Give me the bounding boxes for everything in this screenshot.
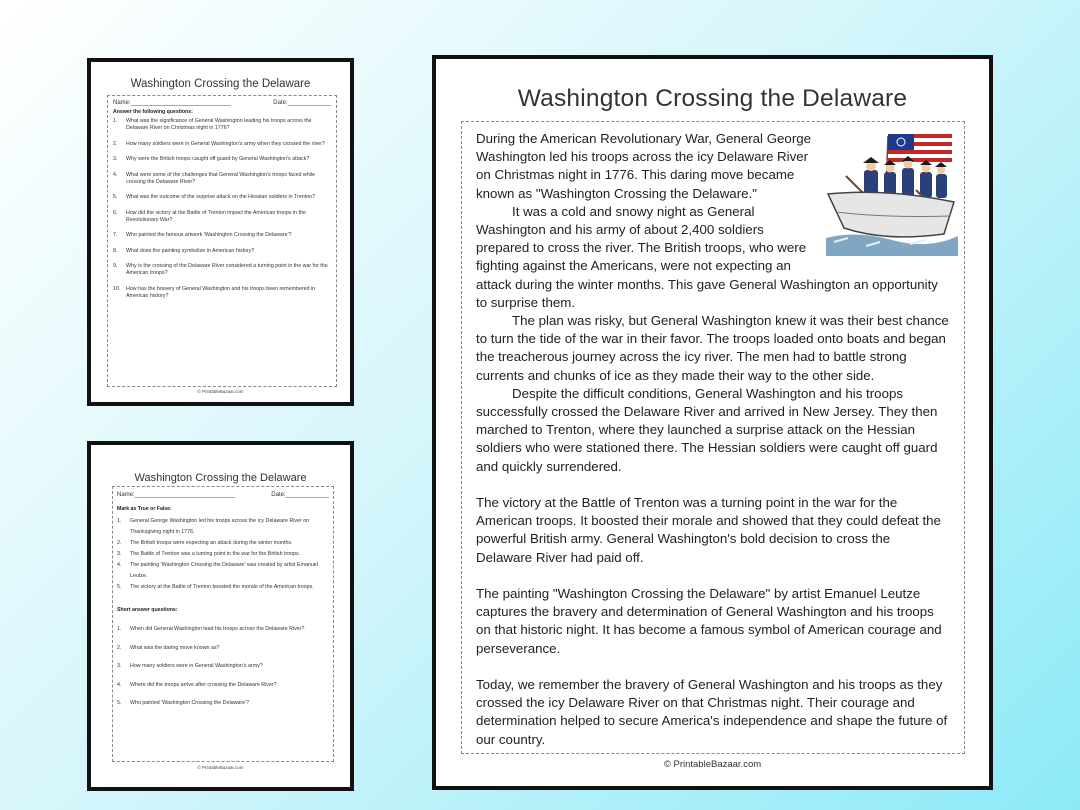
true-false-item: 5. The victory at the Battle of Trenton boosted the morale of the American troops. [117,584,314,590]
question-item: 1. What was the significance of General Washington leading his troops across the Delaware River on Christmas night in 1776? [113,118,312,131]
short-answer-item: 1. When did General Washington lead his troops across the Delaware River? [117,626,305,632]
passage-border [461,121,965,754]
true-false-item: 2. The British troops were expecting an attack during the winter months. [117,540,293,546]
worksheet-border [112,486,334,762]
question-item: 6. How did the victory at the Battle of Trenton impact the American troops in the Revolutionary War? [113,209,306,223]
washington-boat-illustration [826,130,958,256]
worksheet-footer: © PrintableBazaar.com [197,389,244,394]
name-field-label: Name:______________________________ [117,492,235,498]
question-list [113,118,331,300]
passage-paragraph-2: It was a cold and snowy night as General Washington and his army of about 2,400 soldiers prepared to cross the river. The British troops, who were fighting against the Americans, were not expecting an attack during the winter months. This gave General Washington an opportunity to surprise them. [476,203,938,310]
short-answer-heading: Short answer questions: [117,607,178,613]
question-item: 3. Why were the British troops caught off guard by General Washington's attack? [113,156,310,162]
worksheet-border [107,95,337,387]
reading-passage-page [432,55,993,790]
worksheet-footer: © PrintableBazaar.com [197,765,244,770]
short-answer-item: 4. Where did the troops arrive after crossing the Delaware River? [117,681,277,688]
passage-paragraph-7: Today, we remember the bravery of General Washington and his troops as they crossed the icy Delaware River on that Christmas night. Their courage and determination helped to secure America's independence and shape the future of our country. [476,677,948,747]
short-answer-item: 5. Who painted 'Washington Crossing the Delaware'? [117,700,250,706]
true-false-item: 1. General George Washington led his troops across the icy Delaware River on Thanksgiving night in 1776. [117,518,310,535]
date-field-label: Date:_____________ [271,492,329,498]
question-item: 8. What does the painting symbolize in American history? [113,247,255,254]
name-field-label: Name:______________________________ [113,100,231,106]
name-date-row [117,492,329,498]
passage-title: Washington Crossing the Delaware [517,85,908,112]
worksheet-title: Washington Crossing the Delaware [134,472,307,484]
true-false-list [117,516,329,593]
short-answer-item: 2. What was the daring move known as? [117,644,220,651]
short-answer-item: 3. How many soldiers were in General Washington's army? [117,663,263,669]
questions-heading: Answer the following questions: [113,109,193,115]
worksheet-questions-preview [87,58,354,406]
question-item: 4. What were some of the challenges that General Washington's troops faced while crossing the Delaware River? [113,171,315,185]
true-false-item: 3. The Battle of Trenton was a turning point in the war for the British troops. [117,551,301,557]
true-false-item: 4. The painting 'Washington Crossing the Delaware' was created by artist Emanuel Leutze. [117,562,318,579]
worksheet-title: Washington Crossing the Delaware [130,78,311,90]
passage-paragraph-4: Despite the difficult conditions, General Washington and his troops successfully crossed the Delaware River and arrived in New Jersey. They then marched to Trenton, where they launched a surprise attack on the Hessian soldiers who were stationed there. The Hessian soldiers were caught off guard and quickly surrendered. [476,385,938,474]
question-item: 7. Who painted the famous artwork 'Washington Crossing the Delaware'? [113,232,292,238]
question-item: 9. Why is the crossing of the Delaware River considered a turning point in the war for the American troops? [113,263,328,276]
question-item: 10. How has the bravery of General Washington and his troops been remembered in American history? [113,285,316,299]
date-field-label: Date:_____________ [273,100,331,106]
short-answer-list [117,626,329,707]
passage-paragraph-3: The plan was risky, but General Washington knew it was their best chance to turn the tide of the war in their favor. The troops loaded onto boats and began the treacherous journey across the icy river. The men had to battle strong currents and chunks of ice as they made their way to the other side. [476,313,949,383]
true-false-heading: Mark as True or False: [117,506,172,512]
passage-body [476,130,950,749]
passage-paragraph-6: The painting "Washington Crossing the Delaware" by artist Emanuel Leutze captures the bravery and determination of General Washington and his troops on that historic night. It has become a famous symbol of American courage and perseverance. [476,586,942,656]
passage-footer: © PrintableBazaar.com [663,759,762,770]
name-date-row [113,100,331,106]
passage-paragraph-1: During the American Revolutionary War, General George Washington led his troops across the icy Delaware River on Christmas night in 1776. This daring move became known as "Washington Crossing the Delaware." [476,131,812,201]
passage-paragraph-5: The victory at the Battle of Trenton was a turning point in the war for the American troops. It boosted their morale and showed that they could defeat the powerful British army. General Washington's bold decision to cross the Delaware River had paid off. [476,495,941,565]
question-item: 5. What was the outcome of the surprise attack on the Hessian soldiers in Trenton? [113,194,316,200]
question-item: 2. How many soldiers were in General Washington's army when they crossed the river? [113,140,325,147]
worksheet-true-false-preview [87,441,354,791]
